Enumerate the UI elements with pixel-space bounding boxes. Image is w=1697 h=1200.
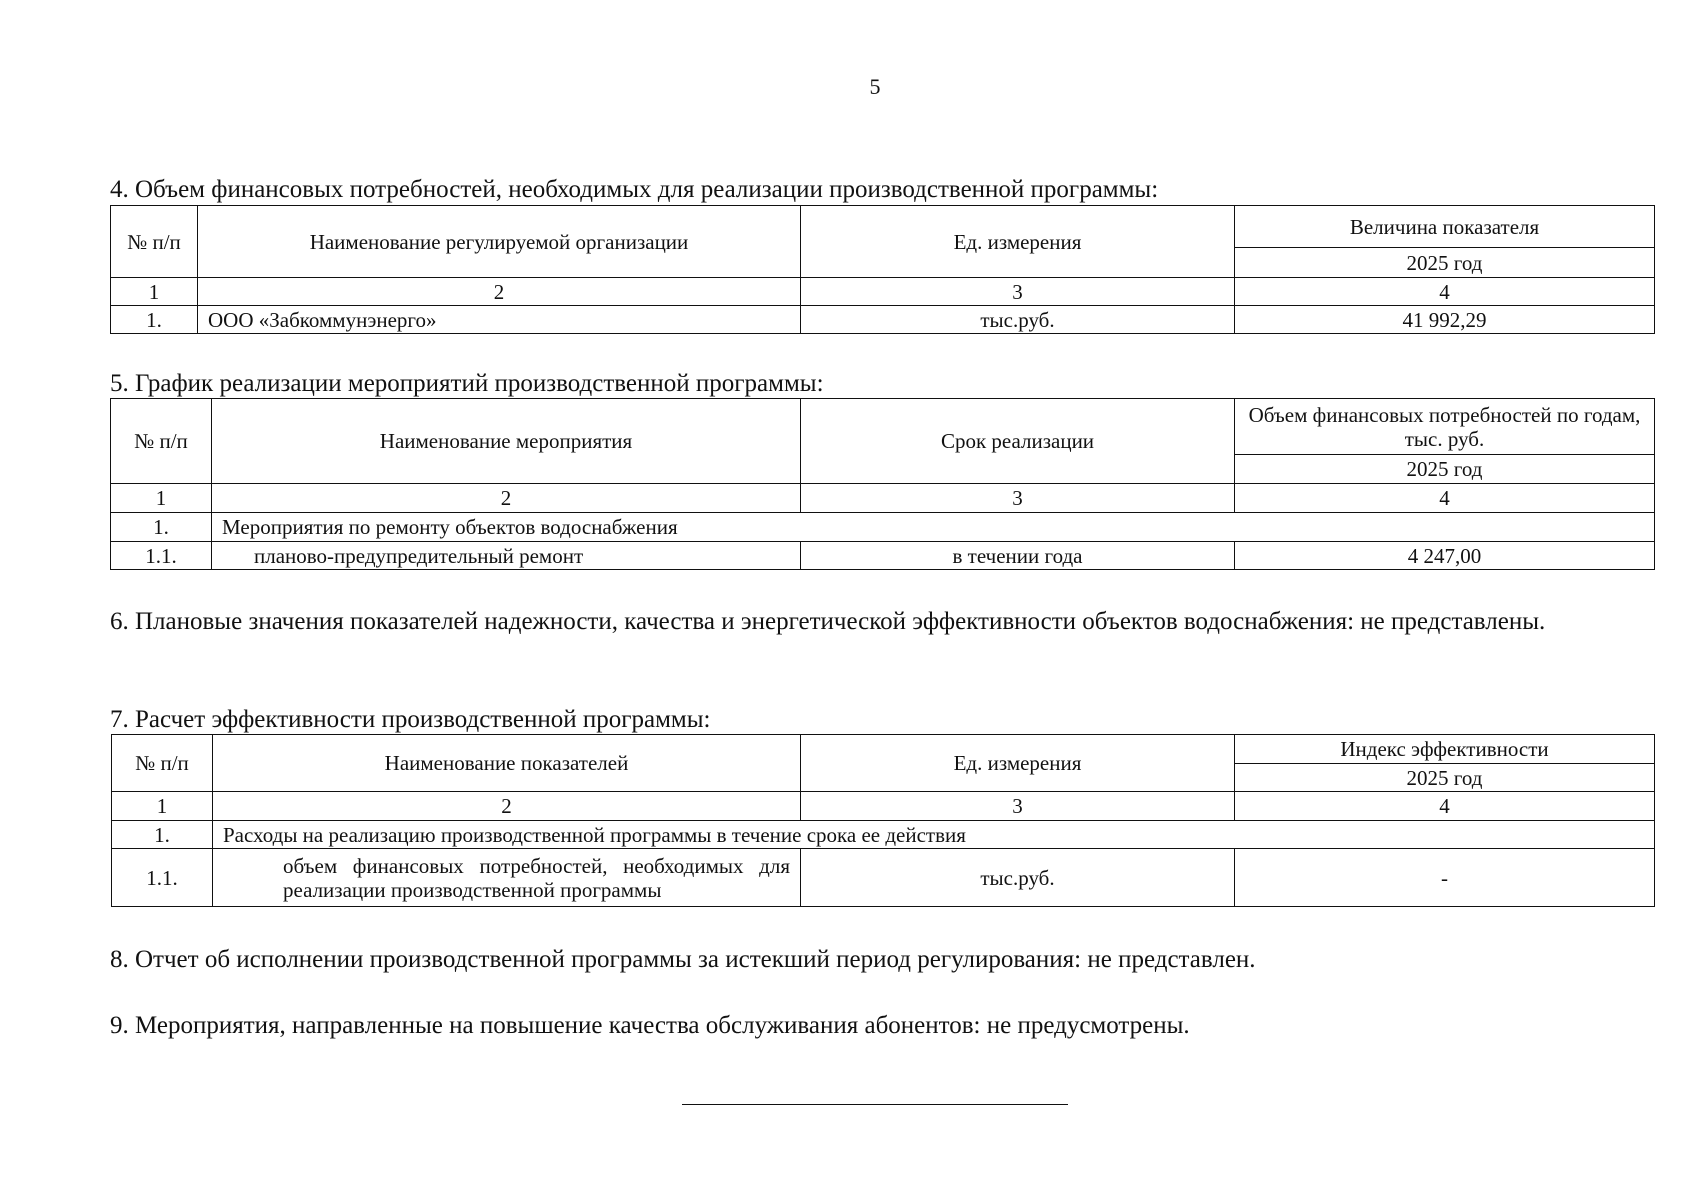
col-number: 2 — [213, 792, 801, 821]
header-year: 2025 год — [1235, 455, 1655, 484]
row-unit: тыс.руб. — [801, 849, 1235, 907]
header-num: № п/п — [112, 735, 213, 792]
page-number: 5 — [869, 74, 881, 99]
row-value: 4 247,00 — [1235, 542, 1655, 570]
table-row — [112, 849, 1655, 907]
row-num: 1. — [111, 306, 198, 334]
group-name: Расходы на реализацию производственной программы в течение срока ее действия — [213, 821, 1655, 849]
efficiency-table — [111, 734, 1655, 907]
end-divider — [682, 1104, 1068, 1105]
header-term: Срок реализации — [801, 399, 1235, 484]
col-number: 1 — [111, 484, 212, 513]
header-year: 2025 год — [1235, 248, 1655, 278]
header-unit: Ед. измерения — [801, 206, 1235, 278]
table-group-row — [112, 821, 1655, 849]
header-name: Наименование мероприятия — [212, 399, 801, 484]
section-5-title: 5. График реализации мероприятий производственной программы: — [110, 370, 824, 397]
col-number: 2 — [198, 278, 801, 306]
table-row — [111, 542, 1655, 570]
header-name: Наименование показателей — [213, 735, 801, 792]
row-org-name: ООО «Забкоммунэнерго» — [198, 306, 801, 334]
group-num: 1. — [112, 821, 213, 849]
row-value: - — [1235, 849, 1655, 907]
row-name: объем финансовых потребностей, необходимых для реализации производственной программы — [213, 849, 801, 907]
row-num: 1.1. — [111, 542, 212, 570]
group-name: Мероприятия по ремонту объектов водоснабжения — [212, 513, 1655, 542]
header-value: Величина показателя — [1235, 206, 1655, 248]
section-7-title: 7. Расчет эффективности производственной программы: — [110, 706, 711, 733]
header-num: № п/п — [111, 399, 212, 484]
col-number: 3 — [801, 792, 1235, 821]
header-value: Индекс эффективности — [1235, 735, 1655, 764]
header-year: 2025 год — [1235, 764, 1655, 792]
schedule-table — [110, 398, 1655, 570]
col-number: 4 — [1235, 484, 1655, 513]
financial-needs-table — [110, 205, 1655, 334]
col-number: 1 — [112, 792, 213, 821]
row-unit: тыс.руб. — [801, 306, 1235, 334]
header-org: Наименование регулируемой организации — [198, 206, 801, 278]
row-term: в течении года — [801, 542, 1235, 570]
row-value: 41 992,29 — [1235, 306, 1655, 334]
header-num: № п/п — [111, 206, 198, 278]
col-number: 3 — [801, 278, 1235, 306]
section-8-text: 8. Отчет об исполнении производственной программы за истекший период регулирования: не представлен. — [110, 946, 1256, 973]
row-num: 1.1. — [112, 849, 213, 907]
table-group-row — [111, 513, 1655, 542]
table-row — [111, 306, 1655, 334]
group-num: 1. — [111, 513, 212, 542]
col-number: 3 — [801, 484, 1235, 513]
section-4-title: 4. Объем финансовых потребностей, необходимых для реализации производственной программы: — [110, 176, 1159, 203]
header-value: Объем финансовых потребностей по годам, тыс. руб. — [1235, 399, 1655, 455]
section-9-text: 9. Мероприятия, направленные на повышение качества обслуживания абонентов: не предусмотрены. — [110, 1012, 1190, 1039]
col-number: 1 — [111, 278, 198, 306]
section-6-text: 6. Плановые значения показателей надежности, качества и энергетической эффективности объектов водоснабжения: не представлены. — [110, 608, 1546, 635]
col-number: 4 — [1235, 278, 1655, 306]
col-number: 2 — [212, 484, 801, 513]
row-name: планово-предупредительный ремонт — [212, 542, 801, 570]
col-number: 4 — [1235, 792, 1655, 821]
header-unit: Ед. измерения — [801, 735, 1235, 792]
